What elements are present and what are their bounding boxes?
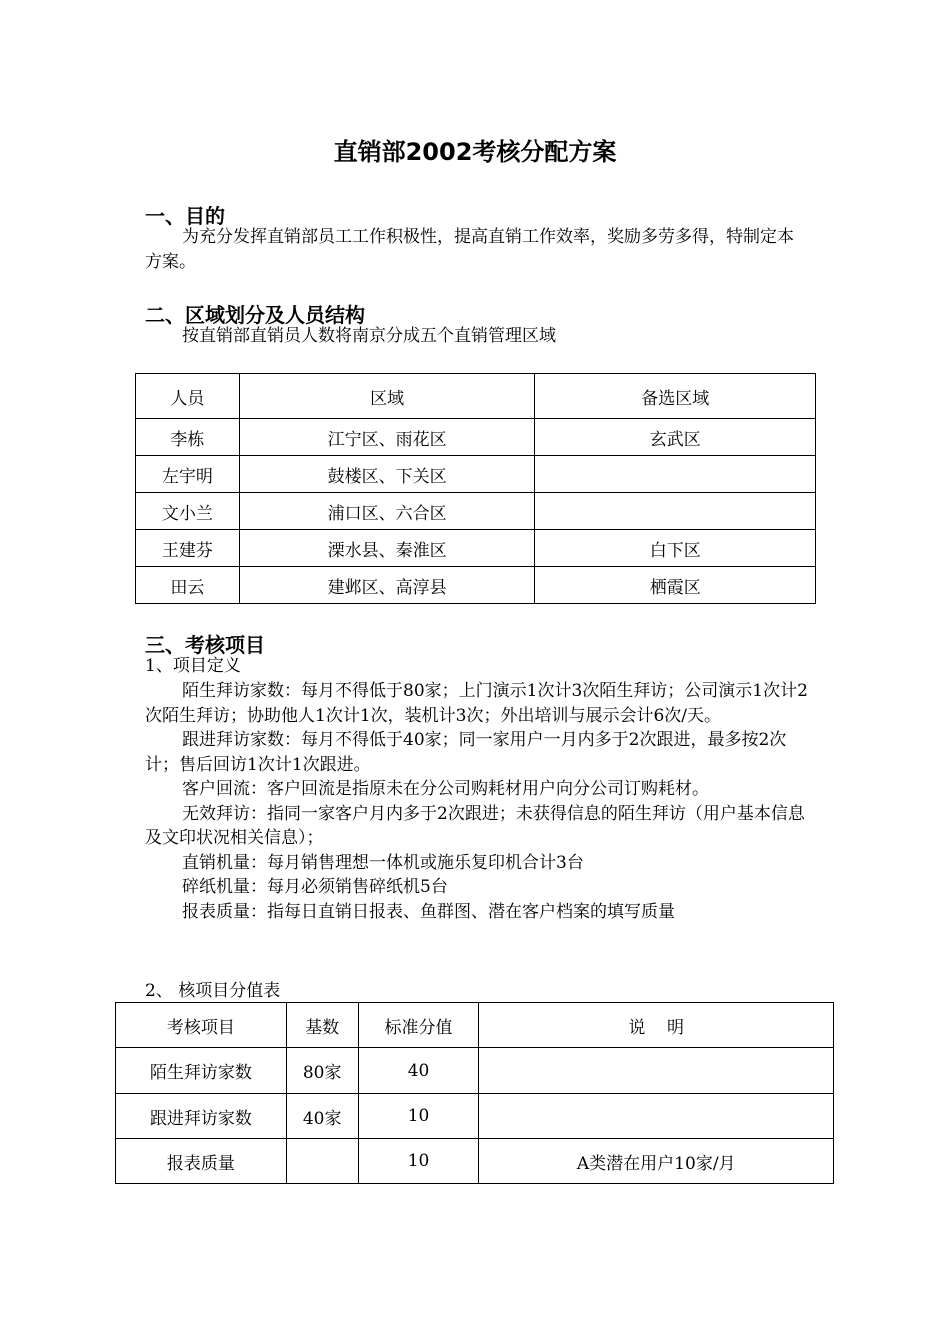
purpose-paragraph: 为充分发挥直销部员工工作积极性，提高直销工作效率，奖励多劳多得，特制定本方案。 xyxy=(145,227,794,272)
table-header-row xyxy=(136,374,816,419)
section-heading-purpose: 一、目的 xyxy=(145,204,225,228)
table-cell xyxy=(535,493,816,530)
score-table xyxy=(115,1002,834,1184)
table-cell: 文小兰 xyxy=(136,493,240,530)
table-cell: 报表质量 xyxy=(116,1139,287,1184)
table-cell: 10 xyxy=(358,1139,479,1184)
table-cell: 李栋 xyxy=(136,419,240,456)
list-item: 无效拜访：指同一家客户月内多于2次跟进；未获得信息的陌生拜访（用户基本信息及文印状况相关信息）； xyxy=(145,803,805,848)
table-cell: 陌生拜访家数 xyxy=(116,1048,287,1094)
list-item: 直销机量：每月销售理想一体机或施乐复印机合计3台 xyxy=(182,852,584,873)
table-cell: 栖霞区 xyxy=(535,567,816,604)
header-cell: 说 明 xyxy=(479,1003,834,1048)
header-cell: 考核项目 xyxy=(116,1003,287,1048)
table-cell: 田云 xyxy=(136,567,240,604)
header-cell: 基数 xyxy=(286,1003,358,1048)
table-header-row xyxy=(116,1003,834,1048)
document-title: 直销部2002考核分配方案 xyxy=(333,138,617,166)
table-cell: 40家 xyxy=(286,1094,358,1139)
header-cell: 标准分值 xyxy=(358,1003,479,1048)
table-cell: 白下区 xyxy=(535,530,816,567)
list-item: 跟进拜访家数：每月不得低于40家；同一家用户一月内多于2次跟进，最多按2次计；售后回访1次计1次跟进。 xyxy=(145,730,787,775)
table-row xyxy=(116,1048,834,1094)
table-cell xyxy=(479,1094,834,1139)
table-cell: 江宁区、雨花区 xyxy=(239,419,535,456)
header-cell: 区域 xyxy=(239,374,535,419)
table-row xyxy=(136,493,816,530)
list-item: 碎纸机量：每月必须销售碎纸机5台 xyxy=(182,877,448,897)
table-cell xyxy=(286,1139,358,1184)
table-row xyxy=(136,530,816,567)
header-cell: 人员 xyxy=(136,374,240,419)
table-row xyxy=(136,419,816,456)
table-cell: 鼓楼区、下关区 xyxy=(239,456,535,493)
table-row xyxy=(136,567,816,604)
regions-intro: 按直销部直销员人数将南京分成五个直销管理区域 xyxy=(182,326,556,346)
header-cell: 备选区域 xyxy=(535,374,816,419)
section-heading-assessment: 三、考核项目 xyxy=(145,633,265,657)
subheading-score-table: 2、 核项目分值表 xyxy=(145,981,281,1001)
subheading-definitions: 1、项目定义 xyxy=(145,656,241,676)
table-cell xyxy=(535,456,816,493)
table-cell: 跟进拜访家数 xyxy=(116,1094,287,1139)
table-cell xyxy=(479,1048,834,1094)
table-cell: 10 xyxy=(358,1094,479,1139)
table-cell: 40 xyxy=(358,1048,479,1094)
table-cell: 王建芬 xyxy=(136,530,240,567)
table-row xyxy=(136,456,816,493)
table-row xyxy=(116,1094,834,1139)
table-row xyxy=(116,1139,834,1184)
list-item: 报表质量：指每日直销日报表、鱼群图、潜在客户档案的填写质量 xyxy=(182,901,675,922)
table-cell: A类潜在用户10家/月 xyxy=(479,1139,834,1184)
definitions-list xyxy=(145,679,810,924)
region-table xyxy=(135,373,816,604)
list-item: 客户回流：客户回流是指原未在分公司购耗材用户向分公司订购耗材。 xyxy=(182,779,709,799)
table-cell: 玄武区 xyxy=(535,419,816,456)
table-cell: 溧水县、秦淮区 xyxy=(239,530,535,567)
table-cell: 80家 xyxy=(286,1048,358,1094)
table-cell: 建邺区、高淳县 xyxy=(239,567,535,604)
table-cell: 浦口区、六合区 xyxy=(239,493,535,530)
list-item: 陌生拜访家数：每月不得低于80家；上门演示1次计3次陌生拜访；公司演示1次计2次陌生拜访；协助他人1次计1次，装机计3次；外出培训与展示会计6次/天。 xyxy=(145,681,808,726)
section-heading-regions: 二、区域划分及人员结构 xyxy=(145,303,365,327)
table-cell: 左宇明 xyxy=(136,456,240,493)
